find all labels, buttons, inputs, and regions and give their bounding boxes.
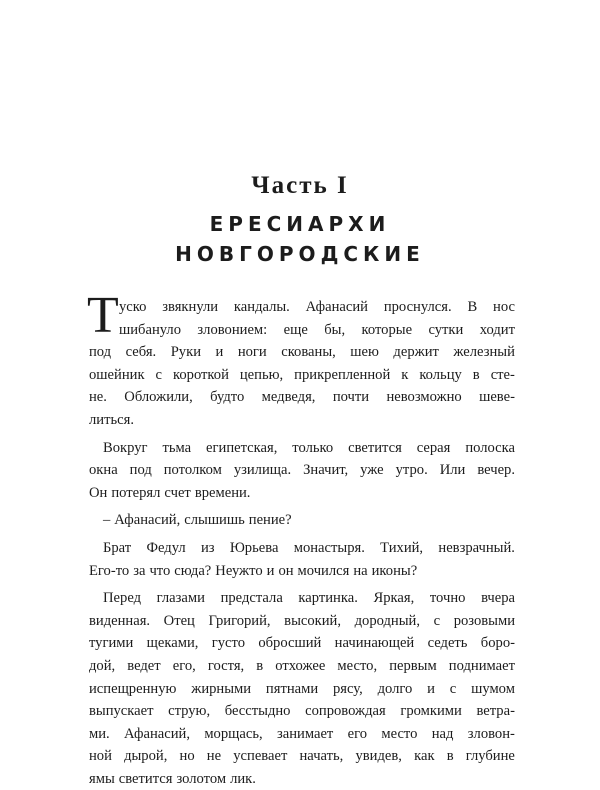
text-line: шибануло зловонием: еще бы, которые сутки ходит [119, 321, 515, 338]
paragraph [89, 537, 515, 582]
text-line: Брат Федул из Юрьева монастыря. Тихий, невзрачный. [103, 539, 515, 556]
text-line: испещренную жирными пятнами рясу, долго и с шумом [89, 680, 515, 697]
text-line: Перед глазами предстала картинка. Яркая, точно вчера [103, 590, 515, 607]
text-line: ошейник с короткой цепью, прикрепленной к кольцу в сте- [89, 366, 515, 383]
text-line: ямы светится золотом лик. [89, 770, 256, 787]
chapter-title [0, 209, 600, 269]
text-line: окна под потолком узилища. Значит, уже утро. Или вечер. [89, 462, 515, 479]
text-line: Вокруг тьма египетская, только светится серая полоска [103, 439, 515, 456]
part-title: Часть I [251, 172, 349, 199]
body-text [87, 287, 515, 790]
paragraph [89, 437, 515, 505]
paragraph [89, 509, 515, 532]
text-line: Его-то за что сюда? Неужто и он мочился на иконы? [89, 562, 418, 579]
text-line: дой, ведет его, гостя, в отхожее место, первым поднимает [89, 657, 515, 674]
text-line: уско звякнули кандалы. Афанасий проснулся. В нос [119, 299, 515, 315]
text-line: ной дырой, но не успевает начать, увидев, как в глубине [89, 748, 515, 765]
text-line: ми. Афанасий, морщась, занимает его место над зловон- [89, 725, 515, 742]
drop-cap: Т [87, 287, 119, 344]
text-line: тугими щеками, густо обросший начинающей седеть боро- [89, 635, 515, 652]
text-line: литься. [89, 411, 134, 428]
chapter-title-line-2: НОВГОРОДСКИЕ [175, 242, 425, 266]
text-line: Он потерял счет времени. [89, 484, 251, 501]
text-line: под себя. Руки и ноги скованы, шею держит железный [89, 344, 515, 361]
text-line: виденная. Отец Григорий, высокий, дородный, с розовыми [89, 612, 515, 629]
chapter-title-line-1: ЕРЕСИАРХИ [209, 212, 391, 236]
text-line: выпускает струю, бесстыдно сопровождая громкими ветра- [89, 703, 515, 720]
paragraph [89, 296, 515, 432]
text-line: – Афанасий, слышишь пение? [103, 512, 292, 529]
paragraph [89, 587, 515, 790]
text-line: не. Обложили, будто медведя, почти невозможно шеве- [89, 389, 515, 406]
